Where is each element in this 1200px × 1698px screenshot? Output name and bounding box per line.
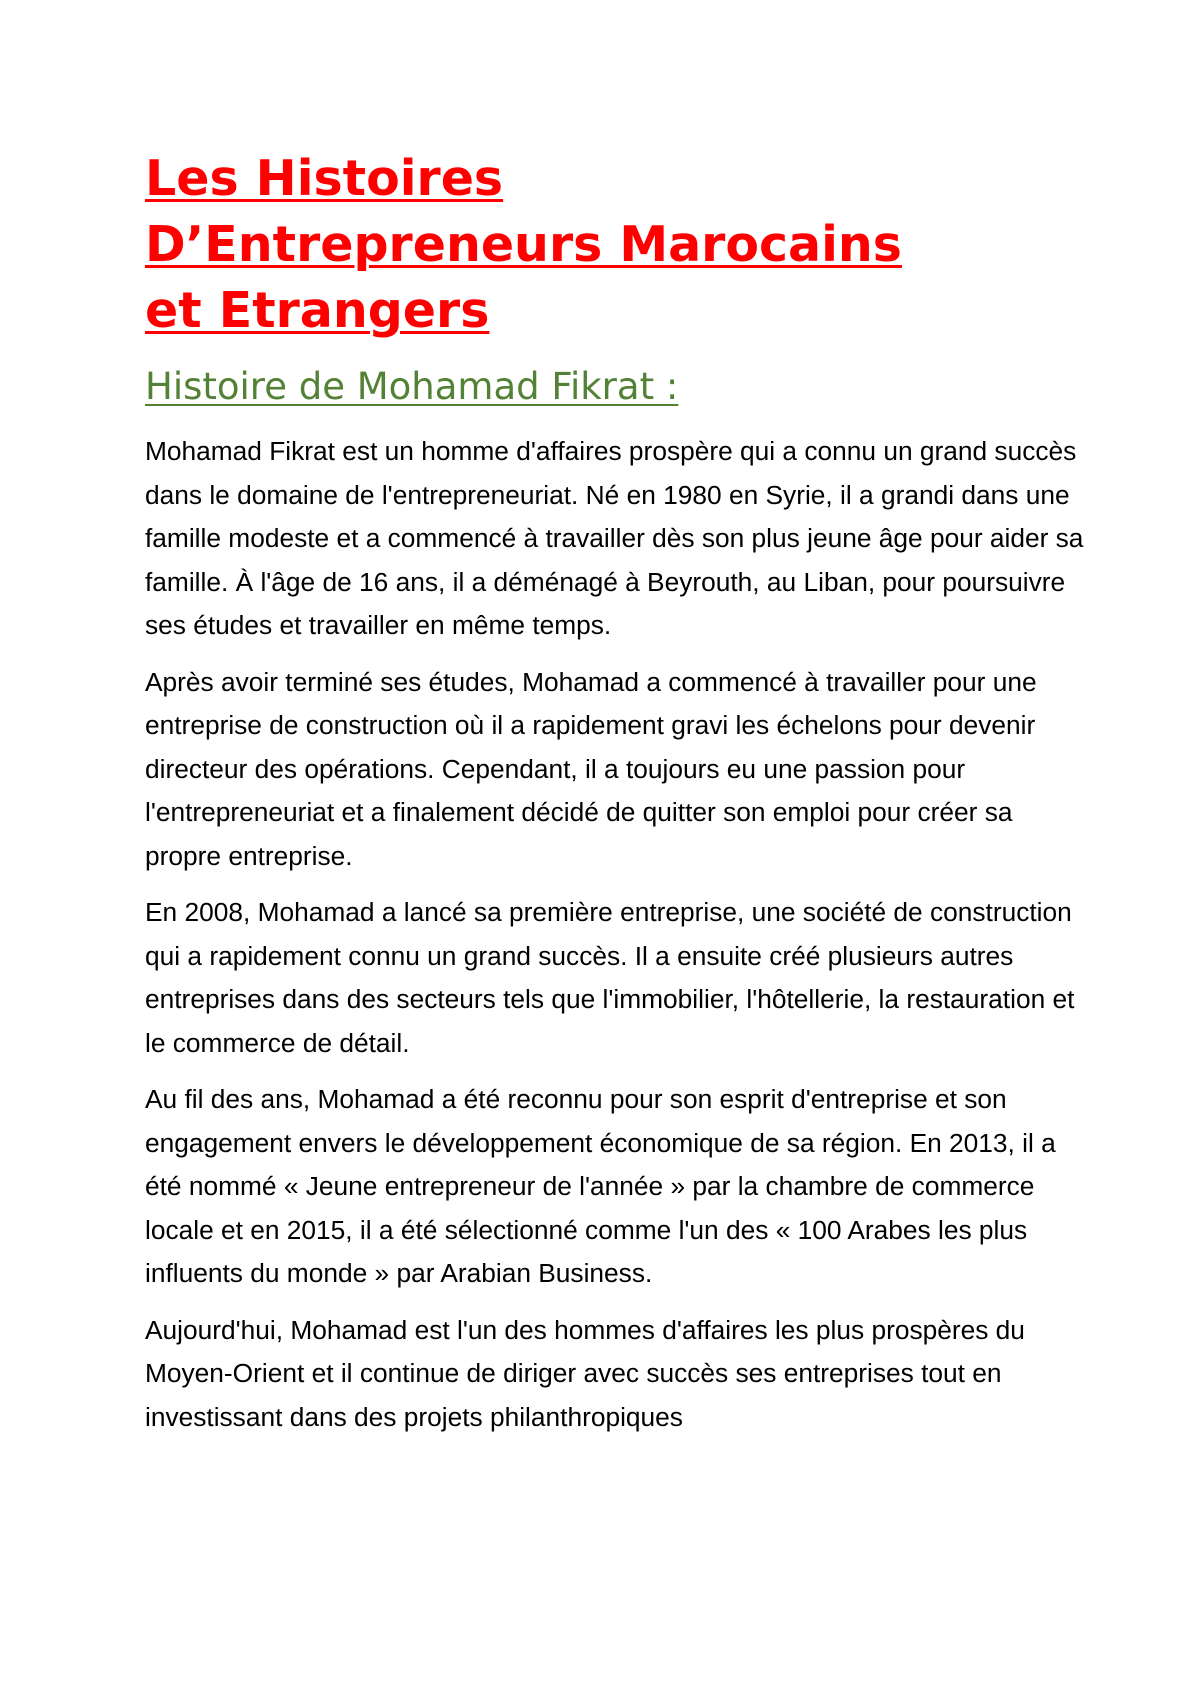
paragraph-4: Au fil des ans, Mohamad a été reconnu pour son esprit d'entreprise et son engagement envers le développement économique de sa région. En 2013, il a été nommé « Jeune entrepreneur de l'année » par la chambre de commerce locale et en 2015, il a été sélectionné comme l'un des « 100 Arabes les plus influents du monde » par Arabian Business. bbox=[145, 1084, 1056, 1288]
title-line-3: et Etrangers bbox=[145, 282, 490, 339]
body-text bbox=[145, 430, 1085, 1439]
document-title bbox=[145, 146, 1085, 344]
paragraph-1: Mohamad Fikrat est un homme d'affaires prospère qui a connu un grand succès dans le domaine de l'entrepreneuriat. Né en 1980 en Syrie, il a grandi dans une famille modeste et a commencé à travailler dès son plus jeune âge pour aider sa famille. À l'âge de 16 ans, il a déménagé à Beyrouth, au Liban, pour poursuivre ses études et travailler en même temps. bbox=[145, 436, 1084, 640]
title-line-2: D’Entrepreneurs Marocains bbox=[145, 216, 902, 273]
paragraph-3: En 2008, Mohamad a lancé sa première entreprise, une société de construction qui a rapidement connu un grand succès. Il a ensuite créé plusieurs autres entreprises dans des secteurs tels que l'immobilier, l'hôtellerie, la restauration et le commerce de détail. bbox=[145, 897, 1075, 1058]
paragraph-2: Après avoir terminé ses études, Mohamad a commencé à travailler pour une entreprise de construction où il a rapidement gravi les échelons pour devenir directeur des opérations. Cependant, il a toujours eu une passion pour l'entrepreneuriat et a finalement décidé de quitter son emploi pour créer sa propre entreprise. bbox=[145, 666, 1037, 871]
title-line-1: Les Histoires bbox=[145, 150, 504, 207]
page-content bbox=[145, 146, 1085, 1452]
paragraph-5: Aujourd'hui, Mohamad est l'un des hommes d'affaires les plus prospères du Moyen-Orient et il continue de diriger avec succès ses entreprises tout en investissant dans des projets philanthropiques bbox=[145, 1314, 1025, 1432]
section-heading: Histoire de Mohamad Fikrat : bbox=[145, 365, 679, 408]
